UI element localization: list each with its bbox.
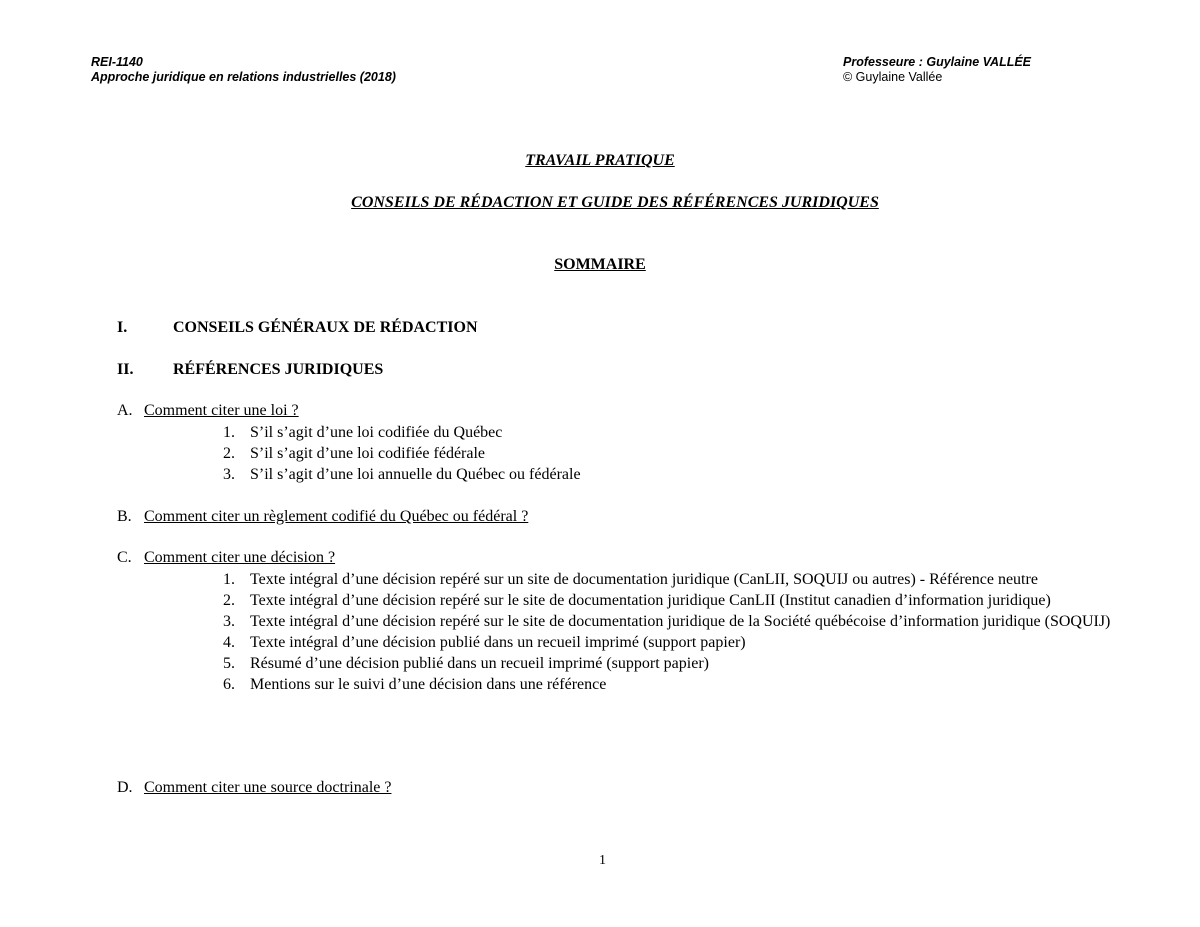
list-item-text: Texte intégral d’une décision repéré sur le site de documentation juridique CanLII (Institut canadien d’information juridique) (250, 592, 1051, 609)
list-item-number: 6. (223, 676, 235, 693)
subsection-label: Comment citer un règlement codifié du Québec ou fédéral ? (144, 508, 529, 525)
list-item (223, 569, 1113, 590)
list-item-number: 3. (223, 613, 235, 630)
subsection-a (117, 401, 299, 421)
list-item-number: 1. (223, 424, 235, 441)
list-item (223, 674, 1113, 695)
list-item-text: S’il s’agit d’une loi codifiée fédérale (250, 445, 486, 462)
list-item-number: 5. (223, 655, 235, 672)
list-item-text: Texte intégral d’une décision publié dans un recueil imprimé (support papier) (250, 634, 746, 651)
subsection-b (117, 507, 528, 527)
list-item-text: S’il s’agit d’une loi annuelle du Québec ou fédérale (250, 466, 581, 483)
list-item (223, 464, 1113, 485)
header-course-info (91, 55, 396, 85)
list-item-number: 2. (223, 592, 235, 609)
page-number: 1 (599, 853, 606, 868)
document-subtitle: CONSEILS DE RÉDACTION ET GUIDE DES RÉFÉRENCES JURIDIQUES (351, 194, 879, 211)
list-item-text: Résumé d’une décision publié dans un recueil imprimé (support papier) (250, 655, 709, 672)
course-code: REI-1140 (91, 55, 143, 69)
list-item-text: S’il s’agit d’une loi codifiée du Québec (250, 424, 503, 441)
subsection-label: Comment citer une source doctrinale ? (144, 779, 392, 796)
list-item-text: Texte intégral d’une décision repéré sur un site de documentation juridique (CanLII, SOQUIJ ou autres) - Référence neutre (250, 571, 1038, 588)
copyright-notice: © Guylaine Vallée (843, 70, 943, 84)
list-item (223, 611, 1113, 632)
list-item-number: 2. (223, 445, 235, 462)
subsection-letter: A. (117, 402, 133, 419)
subsection-c (117, 548, 335, 568)
subsection-label: Comment citer une décision ? (144, 549, 336, 566)
professor-name: Professeure : Guylaine VALLÉE (843, 55, 1032, 69)
subsection-letter: B. (117, 508, 132, 525)
list-item-number: 1. (223, 571, 235, 588)
list-item (223, 422, 1113, 443)
list-item-text: Texte intégral d’une décision repéré sur le site de documentation juridique de la Société québécoise d’information juridique (SOQUIJ) (250, 613, 1111, 630)
subsection-d (117, 778, 391, 798)
subsection-label: Comment citer une loi ? (144, 402, 299, 419)
section-number: I. (117, 319, 128, 336)
list-item (223, 443, 1113, 464)
list-item-number: 3. (223, 466, 235, 483)
subsection-c-list (223, 569, 1113, 695)
subsection-letter: C. (117, 549, 132, 566)
summary-heading: SOMMAIRE (554, 256, 646, 273)
list-item (223, 590, 1113, 611)
section-label: CONSEILS GÉNÉRAUX DE RÉDACTION (173, 319, 478, 336)
subsection-letter: D. (117, 779, 133, 796)
course-name: Approche juridique en relations industrielles (2018) (91, 70, 396, 84)
list-item (223, 632, 1113, 653)
list-item (223, 653, 1113, 674)
section-number: II. (117, 361, 134, 378)
header-professor-info (843, 55, 1031, 85)
section-heading-1 (117, 318, 478, 338)
list-item-number: 4. (223, 634, 235, 651)
list-item-text: Mentions sur le suivi d’une décision dans une référence (250, 676, 607, 693)
document-title: TRAVAIL PRATIQUE (525, 152, 675, 169)
section-heading-2 (117, 360, 383, 380)
section-label: RÉFÉRENCES JURIDIQUES (173, 361, 384, 378)
subsection-a-list (223, 422, 1113, 485)
